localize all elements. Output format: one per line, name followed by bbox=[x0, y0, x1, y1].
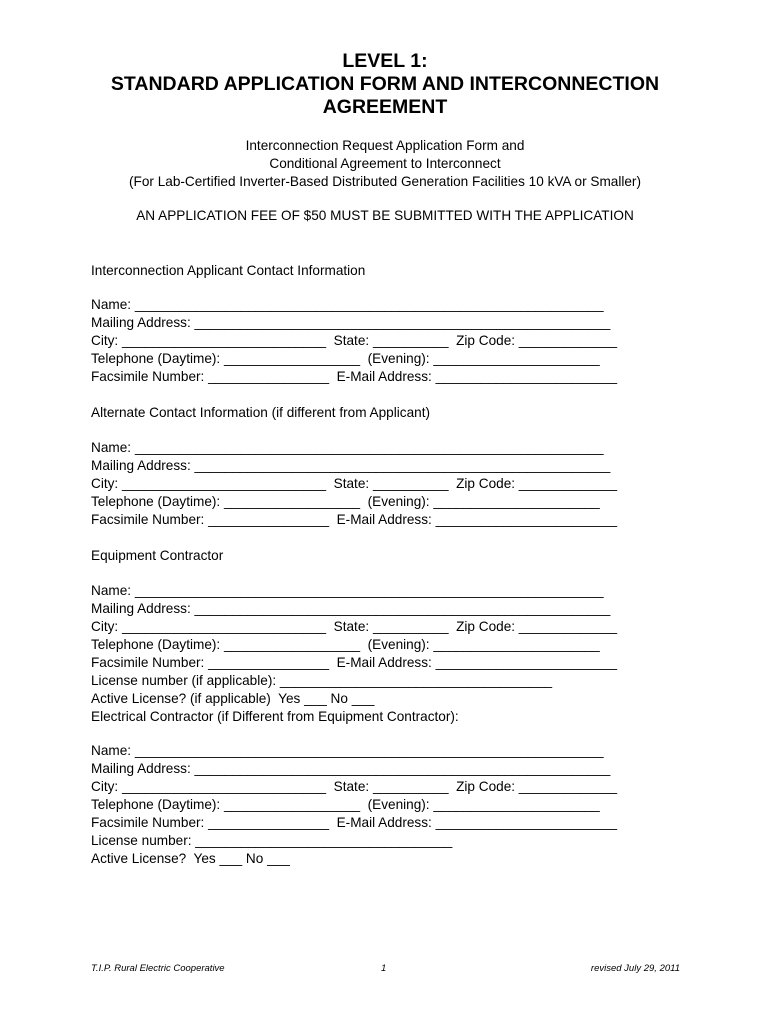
electrical-active-license-field[interactable]: Active License? Yes ___ No ___ bbox=[91, 851, 290, 866]
equipment-name-field[interactable]: Name: ______________________________________________________________ bbox=[91, 583, 604, 598]
equipment-city-field[interactable]: City: ___________________________ State: __________ Zip Code: _____________ bbox=[91, 619, 618, 634]
electrical-fax-email-field[interactable]: Facsimile Number: ________________ E-Mail Address: ________________________ bbox=[91, 815, 618, 830]
subtitle-line-2: Conditional Agreement to Interconnect bbox=[269, 156, 501, 171]
fee-notice: AN APPLICATION FEE OF $50 MUST BE SUBMITTED WITH THE APPLICATION bbox=[136, 208, 634, 223]
electrical-mailing-field[interactable]: Mailing Address: _______________________________________________________ bbox=[91, 761, 611, 776]
electrical-heading: Electrical Contractor (if Different from Equipment Contractor): bbox=[91, 709, 459, 724]
equipment-heading: Equipment Contractor bbox=[91, 548, 224, 563]
applicant-heading: Interconnection Applicant Contact Information bbox=[91, 263, 366, 278]
title-line-3: AGREEMENT bbox=[322, 96, 448, 118]
alternate-heading: Alternate Contact Information (if different from Applicant) bbox=[91, 405, 431, 420]
equipment-telephone-field[interactable]: Telephone (Daytime): __________________ (Evening): ______________________ bbox=[91, 637, 600, 652]
equipment-license-field[interactable]: License number (if applicable): ____________________________________ bbox=[91, 673, 553, 688]
electrical-telephone-field[interactable]: Telephone (Daytime): __________________ (Evening): ______________________ bbox=[91, 797, 600, 812]
electrical-city-field[interactable]: City: ___________________________ State: __________ Zip Code: _____________ bbox=[91, 779, 618, 794]
equipment-fax-email-field[interactable]: Facsimile Number: ________________ E-Mail Address: ________________________ bbox=[91, 655, 618, 670]
title-line-1: LEVEL 1: bbox=[342, 50, 428, 72]
applicant-telephone-field[interactable]: Telephone (Daytime): __________________ (Evening): ______________________ bbox=[91, 351, 600, 366]
electrical-license-field[interactable]: License number: __________________________________ bbox=[91, 833, 453, 848]
equipment-mailing-field[interactable]: Mailing Address: _______________________________________________________ bbox=[91, 601, 611, 616]
alternate-telephone-field[interactable]: Telephone (Daytime): __________________ (Evening): ______________________ bbox=[91, 494, 600, 509]
footer-organization: T.I.P. Rural Electric Cooperative bbox=[91, 963, 225, 974]
alternate-city-field[interactable]: City: ___________________________ State: __________ Zip Code: _____________ bbox=[91, 476, 618, 491]
equipment-active-license-field[interactable]: Active License? (if applicable) Yes ___ No ___ bbox=[91, 691, 375, 706]
alternate-mailing-field[interactable]: Mailing Address: _______________________________________________________ bbox=[91, 458, 611, 473]
applicant-fax-email-field[interactable]: Facsimile Number: ________________ E-Mail Address: ________________________ bbox=[91, 369, 618, 384]
footer-revision: revised July 29, 2011 bbox=[590, 963, 680, 974]
alternate-fax-email-field[interactable]: Facsimile Number: ________________ E-Mail Address: ________________________ bbox=[91, 512, 618, 527]
subtitle-line-1: Interconnection Request Application Form and bbox=[245, 138, 525, 153]
applicant-mailing-field[interactable]: Mailing Address: _______________________________________________________ bbox=[91, 315, 611, 330]
subtitle-line-3: (For Lab-Certified Inverter-Based Distributed Generation Facilities 10 kVA or Smaller) bbox=[129, 174, 641, 189]
electrical-name-field[interactable]: Name: ______________________________________________________________ bbox=[91, 743, 604, 758]
applicant-city-field[interactable]: City: ___________________________ State: __________ Zip Code: _____________ bbox=[91, 333, 618, 348]
applicant-name-field[interactable]: Name: ______________________________________________________________ bbox=[91, 297, 604, 312]
footer-page-number: 1 bbox=[381, 963, 387, 974]
alternate-name-field[interactable]: Name: ______________________________________________________________ bbox=[91, 440, 604, 455]
title-line-2: STANDARD APPLICATION FORM AND INTERCONNECTION bbox=[110, 73, 660, 95]
